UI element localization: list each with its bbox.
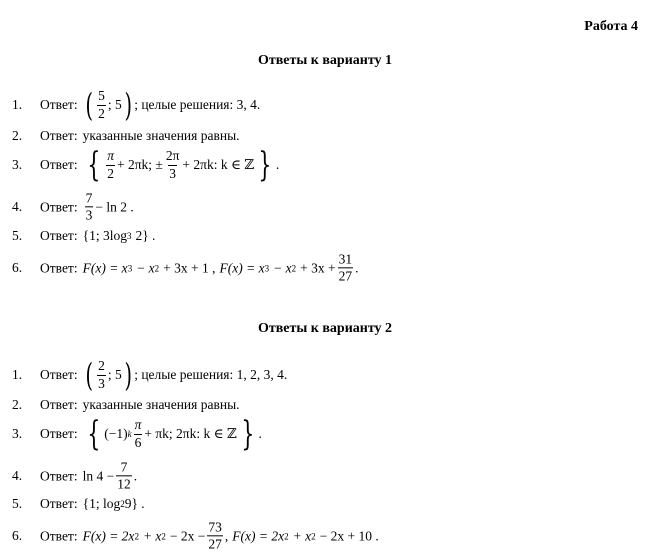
right-paren: ) — [124, 86, 132, 124]
interval-upper: ; 5 — [107, 367, 122, 382]
answer-label: Ответ: — [40, 199, 78, 214]
numerator: 2π — [165, 148, 180, 164]
exponent: 2 — [154, 263, 160, 273]
exponent: 2 — [311, 531, 316, 541]
denominator: 2 — [107, 165, 114, 181]
item-number: 5. — [12, 228, 23, 243]
numerator: 2 — [98, 358, 105, 374]
exponent: 3 — [264, 263, 270, 273]
answer-label: Ответ: — [40, 128, 78, 143]
answer-label: Ответ: — [40, 528, 78, 543]
item-number: 5. — [12, 496, 23, 511]
right-brace: } — [258, 145, 272, 185]
work-title: Работа 4 — [584, 19, 638, 34]
math-text: . — [133, 468, 138, 483]
numerator: 31 — [338, 251, 353, 267]
numerator: 5 — [98, 88, 105, 104]
answer-label: Ответ: — [40, 228, 78, 243]
answer-text: ; целые решения: 3, 4. — [134, 97, 261, 112]
left-brace: { — [86, 414, 100, 454]
exponent: 2 — [161, 531, 166, 541]
denominator: 3 — [98, 375, 105, 391]
exponent: 3 — [127, 263, 133, 273]
answer-text: указанные значения равны. — [82, 397, 240, 412]
fraction — [165, 149, 181, 180]
math-text: − x — [273, 260, 292, 275]
answer-label: Ответ: — [40, 157, 78, 172]
right-brace: } — [241, 414, 255, 454]
answer-label: Ответ: — [40, 496, 78, 511]
item-number: 3. — [12, 157, 23, 172]
denominator: 27 — [338, 268, 353, 284]
denominator: 27 — [208, 536, 222, 552]
math-text: {1; log — [82, 496, 121, 511]
numerator: 7 — [120, 459, 128, 475]
interval-upper: ; 5 — [107, 97, 122, 112]
math-text: (−1) — [104, 426, 128, 441]
right-paren: ) — [124, 356, 132, 394]
math-text: F(x) = 2x — [82, 528, 135, 543]
denominator: 2 — [98, 105, 105, 121]
v2-answer-6 — [12, 518, 642, 554]
numerator: 7 — [85, 190, 93, 206]
item-number: 3. — [12, 426, 23, 441]
item-number: 6. — [12, 528, 23, 543]
variant-1-title: Ответы к варианту 1 — [257, 53, 393, 68]
math-text: − 2x + 10 . — [319, 528, 379, 543]
fraction — [106, 149, 115, 180]
math-text: − x — [136, 260, 155, 275]
item-number: 6. — [12, 260, 23, 275]
item-number: 2. — [12, 397, 23, 412]
answer-label: Ответ: — [40, 97, 78, 112]
item-number: 1. — [12, 367, 23, 382]
fraction — [134, 418, 143, 449]
numerator: π — [134, 417, 142, 433]
math-text: , — [224, 528, 229, 543]
math-text: F(x) = 2x — [232, 528, 285, 543]
denominator: 6 — [134, 434, 142, 450]
v1-answer-3: 3. Ответ: { $\frac{\pi}{2}$ + 2πk; ± $\frac{2\pi}{3}$ + 2πk: k ∈ ℤ } . — [12, 145, 280, 185]
v1-answer-5 — [12, 218, 642, 254]
fraction — [207, 520, 223, 551]
exponent: k — [127, 429, 132, 439]
math-text: + πk; 2πk: k ∈ ℤ — [144, 426, 237, 441]
math-text: + 3x + 1 , — [163, 260, 216, 275]
math-text: ln 4 − — [82, 468, 115, 483]
answer-label: Ответ: — [40, 260, 78, 275]
answer-text: указанные значения равны. — [82, 128, 240, 143]
math-text: + 3x + — [300, 260, 336, 275]
left-paren: ( — [85, 86, 93, 124]
math-text: + x — [142, 528, 162, 543]
answer-label: Ответ: — [40, 367, 78, 382]
v2-answer-3: 3. Ответ: { (−1) k $\frac{\pi}{6}$ + πk; 2πk: k ∈ ℤ } . — [12, 414, 262, 454]
v2-answer-5 — [12, 486, 642, 522]
item-number: 4. — [12, 468, 23, 483]
math-text: + 2πk; ± — [117, 157, 163, 172]
math-text: 9} . — [124, 496, 145, 511]
math-text: − 2x − — [169, 528, 206, 543]
item-number: 1. — [12, 97, 23, 112]
math-text: . — [355, 260, 359, 275]
v1-answer-6 — [12, 250, 642, 286]
left-paren: ( — [85, 356, 93, 394]
exponent: 2 — [284, 531, 289, 541]
answer-text: ; целые решения: 1, 2, 3, 4. — [134, 367, 288, 382]
math-text: 2} . — [135, 228, 156, 243]
math-text: F(x) = x — [82, 260, 128, 275]
log-base: 3 — [126, 231, 132, 241]
answer-label: Ответ: — [40, 397, 78, 412]
math-text: − ln 2 . — [95, 199, 134, 214]
exponent: 2 — [291, 263, 297, 273]
math-text: + x — [292, 528, 312, 543]
exponent: 2 — [134, 531, 139, 541]
item-number: 4. — [12, 199, 23, 214]
fraction — [97, 359, 106, 390]
variant-2-title: Ответы к варианту 2 — [257, 321, 393, 336]
left-brace: { — [86, 145, 100, 185]
fraction — [97, 89, 106, 120]
denominator: 3 — [85, 207, 93, 223]
numerator: π — [107, 148, 114, 164]
math-text: + 2πk: k ∈ ℤ — [182, 157, 255, 172]
log-base: 2 — [120, 499, 125, 509]
math-text: F(x) = x — [219, 260, 265, 275]
answer-label: Ответ: — [40, 426, 78, 441]
denominator: 3 — [169, 165, 176, 181]
fraction — [338, 252, 354, 283]
numerator: 73 — [208, 519, 222, 535]
denominator: 12 — [117, 476, 131, 492]
answer-label: Ответ: — [40, 468, 78, 483]
math-text: {1; 3log — [82, 228, 127, 243]
item-number: 2. — [12, 128, 23, 143]
